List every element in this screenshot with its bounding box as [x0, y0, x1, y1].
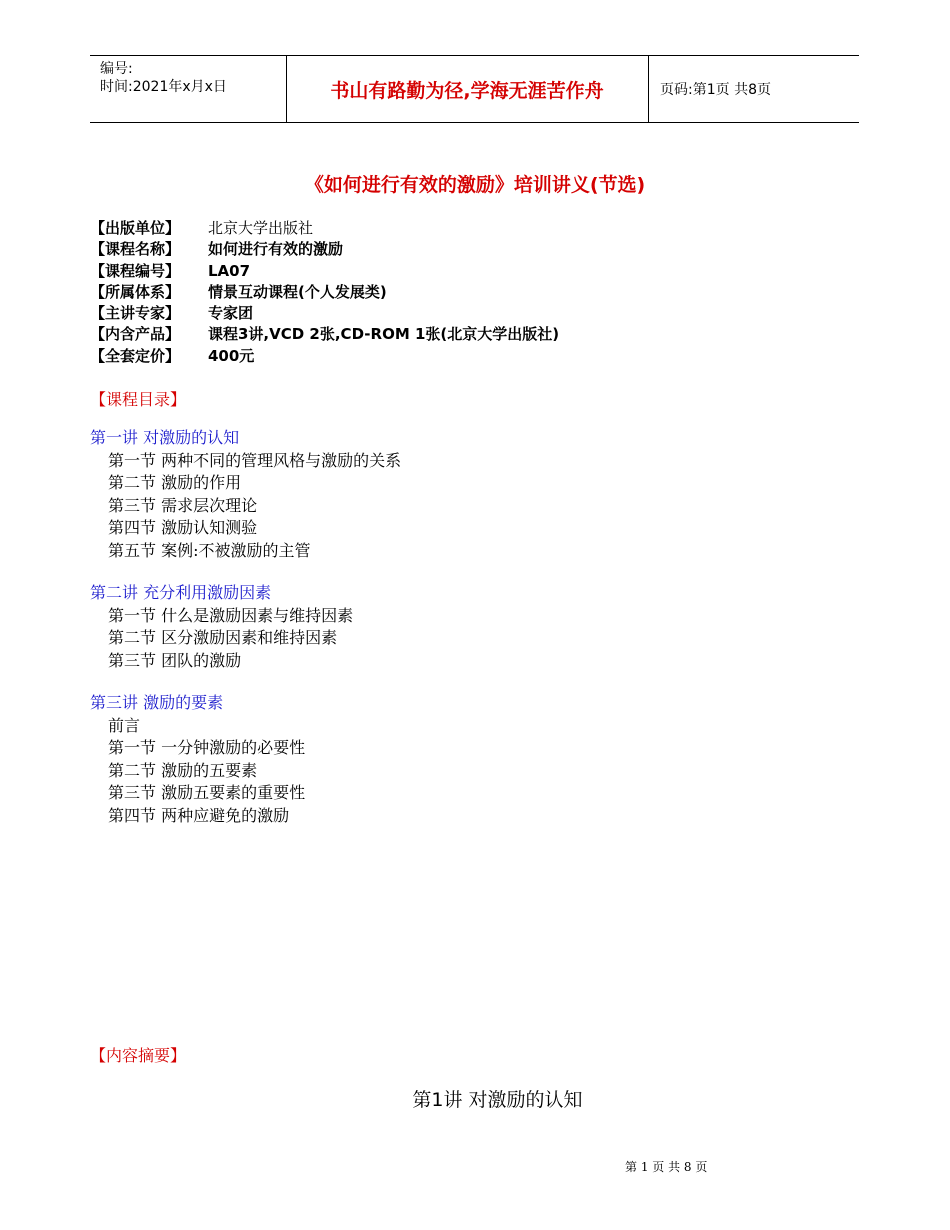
- toc-section-item: 第三节 团队的激励: [108, 650, 242, 670]
- number-label: 编号:: [100, 61, 133, 77]
- page-footer: 第 1 页 共 8 页: [625, 1160, 708, 1174]
- toc-lecture-title: 第一讲 对激励的认知: [90, 428, 240, 447]
- info-value: 北京大学出版社: [208, 219, 314, 237]
- toc-section-item: 第二节 激励的五要素: [108, 760, 258, 780]
- info-row: [90, 239, 559, 260]
- toc-section-item: 第一节 一分钟激励的必要性: [108, 738, 306, 757]
- info-row: [90, 282, 559, 303]
- info-label: 【所属体系】: [90, 282, 181, 301]
- info-label: 【课程编号】: [90, 261, 181, 280]
- info-label: 【全套定价】: [90, 346, 181, 365]
- info-label: 【课程名称】: [90, 240, 181, 259]
- toc-section-item: 第一节 什么是激励因素与维持因素: [108, 605, 354, 625]
- time-label: 时间:2021年x月x日: [100, 79, 227, 95]
- info-label: 【出版单位】: [90, 219, 181, 237]
- document-title: 《如何进行有效的激励》培训讲义(节选): [304, 174, 646, 196]
- info-value: LA07: [208, 261, 251, 280]
- toc-section-item: 第四节 两种应避免的激励: [108, 805, 290, 825]
- info-row: [90, 261, 559, 282]
- info-value: 400元: [208, 346, 255, 365]
- info-row: [90, 324, 559, 345]
- toc-section-item: 第一节 两种不同的管理风格与激励的关系: [108, 450, 402, 470]
- toc-gap: [90, 562, 401, 582]
- document-header: [90, 55, 859, 123]
- info-label: 【内含产品】: [90, 325, 181, 344]
- toc-section-item: 第五节 案例:不被激励的主管: [108, 540, 311, 560]
- course-info: [90, 218, 559, 367]
- info-row: [90, 218, 559, 239]
- header-page-info: 页码:第1页 共8页: [660, 82, 771, 98]
- toc-section-item: 第三节 激励五要素的重要性: [108, 783, 306, 802]
- toc-lecture-title: 第二讲 充分利用激励因素: [90, 583, 272, 602]
- info-row: [90, 346, 559, 367]
- toc-section-item: 第二节 激励的作用: [108, 473, 242, 492]
- header-motto: 书山有路勤为径,学海无涯苦作舟: [330, 79, 604, 102]
- toc-section-item: 第四节 激励认知测验: [108, 518, 258, 537]
- lecture1-title: 第1讲 对激励的认知: [412, 1089, 583, 1111]
- summary-heading: 【内容摘要】: [90, 1046, 187, 1065]
- info-value: 课程3讲,VCD 2张,CD-ROM 1张(北京大学出版社): [208, 325, 560, 344]
- toc-gap: [90, 672, 401, 692]
- info-row: [90, 303, 559, 324]
- info-value: 如何进行有效的激励: [208, 240, 344, 259]
- info-value: 专家团: [208, 304, 254, 323]
- toc-lecture-title: 第三讲 激励的要素: [90, 693, 224, 712]
- info-value: 情景互动课程(个人发展类): [208, 282, 387, 301]
- table-of-contents: [90, 427, 401, 827]
- toc-section-item: 第二节 区分激励因素和维持因素: [108, 628, 338, 647]
- header-divider: [648, 56, 649, 122]
- toc-section-item: 前言: [108, 715, 141, 735]
- toc-section-item: 第三节 需求层次理论: [108, 495, 258, 515]
- toc-heading: 【课程目录】: [90, 390, 187, 409]
- info-label: 【主讲专家】: [90, 304, 181, 323]
- header-meta: [100, 60, 227, 96]
